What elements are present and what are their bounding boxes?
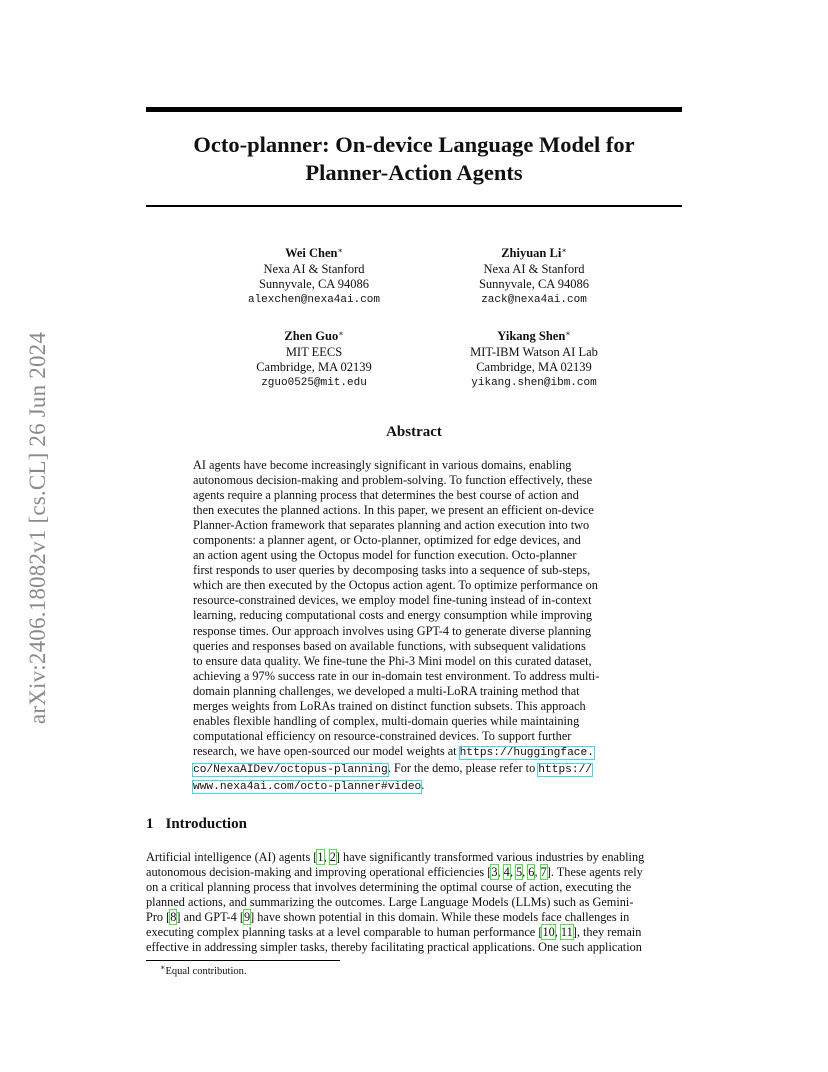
intro-text: ] have shown potential in this domain. While these models face challenges in bbox=[250, 910, 630, 925]
abstract-line bbox=[193, 778, 639, 795]
citation-link[interactable]: 5 bbox=[515, 865, 523, 880]
intro-text: Artificial intelligence (AI) agents [ bbox=[146, 850, 318, 864]
author-name: Yikang Shen bbox=[497, 329, 566, 343]
abstract-line: to ensure data quality. We fine-tune the Phi-3 Mini model on this curated dataset, bbox=[193, 653, 592, 668]
footnote-mark: ∗ bbox=[160, 963, 166, 972]
intro-line: on a critical planning process that involves determining the optimal course of action, executing the bbox=[146, 880, 632, 895]
arxiv-identifier-stamp bbox=[26, 293, 50, 763]
huggingface-link[interactable]: https://huggingface. bbox=[459, 746, 594, 759]
citation-link[interactable]: 1 bbox=[317, 850, 324, 864]
abstract-text: research, we have open-sourced our model weights at bbox=[193, 743, 460, 758]
abstract-line: AI agents have become increasingly significant in various domains, enabling bbox=[193, 458, 572, 472]
author-email[interactable]: zack@nexa4ai.com bbox=[481, 293, 587, 306]
title-top-rule bbox=[146, 107, 682, 112]
abstract-line: enables flexible handling of complex, multi-domain queries while maintaining bbox=[193, 713, 580, 728]
abstract-line: achieving a 97% success rate in our in-domain test environment. To address multi- bbox=[193, 668, 600, 683]
abstract-line: domain planning challenges, we developed a multi-LoRA training method that bbox=[193, 683, 580, 698]
intro-text: ] and GPT-4 [ bbox=[176, 910, 244, 925]
citation-link[interactable]: 4 bbox=[503, 865, 510, 880]
author-location: Cambridge, MA 02139 bbox=[476, 360, 592, 374]
title-line-1: Octo-planner: On-device Language Model for bbox=[193, 132, 635, 157]
title-line-2: Planner-Action Agents bbox=[305, 160, 523, 185]
abstract-text: . bbox=[421, 777, 425, 792]
abstract-heading: Abstract bbox=[386, 424, 442, 440]
abstract-line: which are then executed by the Octopus action agent. To optimize performance on bbox=[193, 578, 598, 593]
citation-link[interactable]: 8 bbox=[170, 910, 177, 925]
demo-link[interactable]: https:// bbox=[538, 763, 593, 776]
citation-link[interactable]: 6 bbox=[528, 865, 535, 880]
author-block-zhiyuan-li bbox=[424, 243, 644, 308]
author-email[interactable]: yikang.shen@ibm.com bbox=[471, 376, 597, 389]
citation-link[interactable]: 2 bbox=[329, 850, 336, 864]
author-affiliation: Nexa AI & Stanford bbox=[263, 261, 365, 276]
section-number: 1 bbox=[146, 816, 154, 832]
abstract-line bbox=[193, 744, 639, 761]
author-affiliation: MIT EECS bbox=[285, 344, 343, 359]
arxiv-identifier-text: arXiv:2406.18082v1 [cs.CL] 26 Jun 2024 bbox=[25, 331, 50, 725]
abstract-line: then executes the planned actions. In this paper, we present an efficient on-device bbox=[193, 503, 594, 518]
section-title: Introduction bbox=[165, 816, 247, 832]
abstract-line: learning, reducing computational costs and energy consumption while improving bbox=[193, 608, 592, 623]
citation-link[interactable]: 11 bbox=[560, 925, 573, 940]
abstract-line: an action agent using the Octopus model for function execution. Octo-planner bbox=[193, 548, 577, 563]
author-affiliation: Nexa AI & Stanford bbox=[483, 261, 585, 276]
intro-line: executing complex planning tasks at a level comparable to human performance [10, 11], they remain bbox=[146, 925, 642, 940]
author-affiliation: MIT-IBM Watson AI Lab bbox=[470, 344, 598, 359]
equal-contribution-mark: ∗ bbox=[338, 329, 344, 338]
equal-contribution-mark: ∗ bbox=[337, 246, 343, 255]
equal-contribution-mark: ∗ bbox=[561, 246, 567, 255]
abstract-text: . For the demo, please refer to bbox=[387, 760, 539, 775]
author-block-zhen-guo bbox=[204, 326, 424, 391]
intro-text: autonomous decision-making and improving operational efficiencies [ bbox=[146, 865, 492, 880]
footnote-text: Equal contribution. bbox=[165, 966, 247, 977]
abstract-line bbox=[193, 761, 639, 778]
footnote bbox=[160, 963, 247, 977]
intro-text: ], they remain bbox=[572, 925, 642, 940]
citation-link[interactable]: 7 bbox=[540, 865, 547, 880]
demo-link-continued[interactable]: www.nexa4ai.com/octo-planner#video bbox=[193, 780, 422, 793]
intro-line: planned actions, and summarizing the outcomes. Large Language Models (LLMs) such as Gemini- bbox=[146, 895, 634, 910]
citation-link[interactable]: 9 bbox=[243, 910, 251, 925]
abstract-line: components: a planner agent, or Octo-planner, optimized for edge devices, and bbox=[193, 533, 581, 548]
author-name: Wei Chen bbox=[285, 246, 338, 260]
author-location: Sunnyvale, CA 94086 bbox=[478, 277, 590, 291]
author-name: Zhen Guo bbox=[284, 329, 339, 343]
intro-line bbox=[146, 910, 682, 925]
author-block-yikang-shen bbox=[424, 326, 644, 391]
abstract-line: computational efficiency on resource-constrained devices. To support further bbox=[193, 728, 572, 743]
abstract-line: merges weights from LoRAs trained on distinct function subsets. This approach bbox=[193, 698, 586, 713]
intro-line: autonomous decision-making and improving operational efficiencies [3, 4, 5, 6, 7]. These agents rely bbox=[146, 865, 643, 880]
equal-contribution-mark: ∗ bbox=[565, 329, 571, 338]
intro-text: ] have significantly transformed various industries by enabling bbox=[335, 850, 645, 864]
introduction-body bbox=[146, 850, 682, 955]
intro-text: Pro [ bbox=[146, 910, 171, 925]
footnote-rule bbox=[146, 960, 340, 961]
intro-text: ]. These agents rely bbox=[546, 865, 643, 880]
author-block-wei-chen bbox=[204, 243, 424, 308]
intro-text: executing complex planning tasks at a level comparable to human performance [ bbox=[146, 925, 543, 940]
citation-link[interactable]: 3 bbox=[491, 865, 498, 880]
author-email[interactable]: zguo0525@mit.edu bbox=[261, 376, 367, 389]
abstract-line: agents require a planning process that determines the best course of action and bbox=[193, 488, 579, 503]
paper-title bbox=[146, 131, 682, 187]
author-email[interactable]: alexchen@nexa4ai.com bbox=[247, 293, 381, 306]
abstract-line: queries and responses based on available functions, with subsequent validations bbox=[193, 638, 586, 653]
author-location: Cambridge, MA 02139 bbox=[256, 360, 372, 374]
abstract-line: autonomous decision-making and problem-solving. To function effectively, these bbox=[193, 473, 593, 488]
abstract-line: response times. Our approach involves using GPT-4 to generate diverse planning bbox=[193, 623, 592, 638]
intro-line: effective in addressing simpler tasks, thereby facilitating practical applications. One such application bbox=[146, 940, 642, 955]
abstract-line: first responds to user queries by decomposing tasks into a sequence of sub-steps, bbox=[193, 563, 591, 578]
abstract-body bbox=[193, 458, 639, 795]
section-heading-introduction bbox=[146, 816, 247, 833]
abstract-line: Planner-Action framework that separates planning and action execution into two bbox=[193, 518, 590, 533]
author-name: Zhiyuan Li bbox=[501, 246, 562, 260]
huggingface-link-continued[interactable]: co/NexaAIDev/octopus-planning bbox=[193, 763, 388, 776]
title-bottom-rule bbox=[146, 205, 682, 207]
intro-line: Artificial intelligence (AI) agents [1, 2] have significantly transformed various industries by enabling bbox=[146, 850, 645, 864]
citation-link[interactable]: 10 bbox=[542, 925, 555, 940]
abstract-line: resource-constrained devices, we employ model fine-tuning instead of in-context bbox=[193, 593, 592, 608]
author-location: Sunnyvale, CA 94086 bbox=[258, 277, 370, 291]
